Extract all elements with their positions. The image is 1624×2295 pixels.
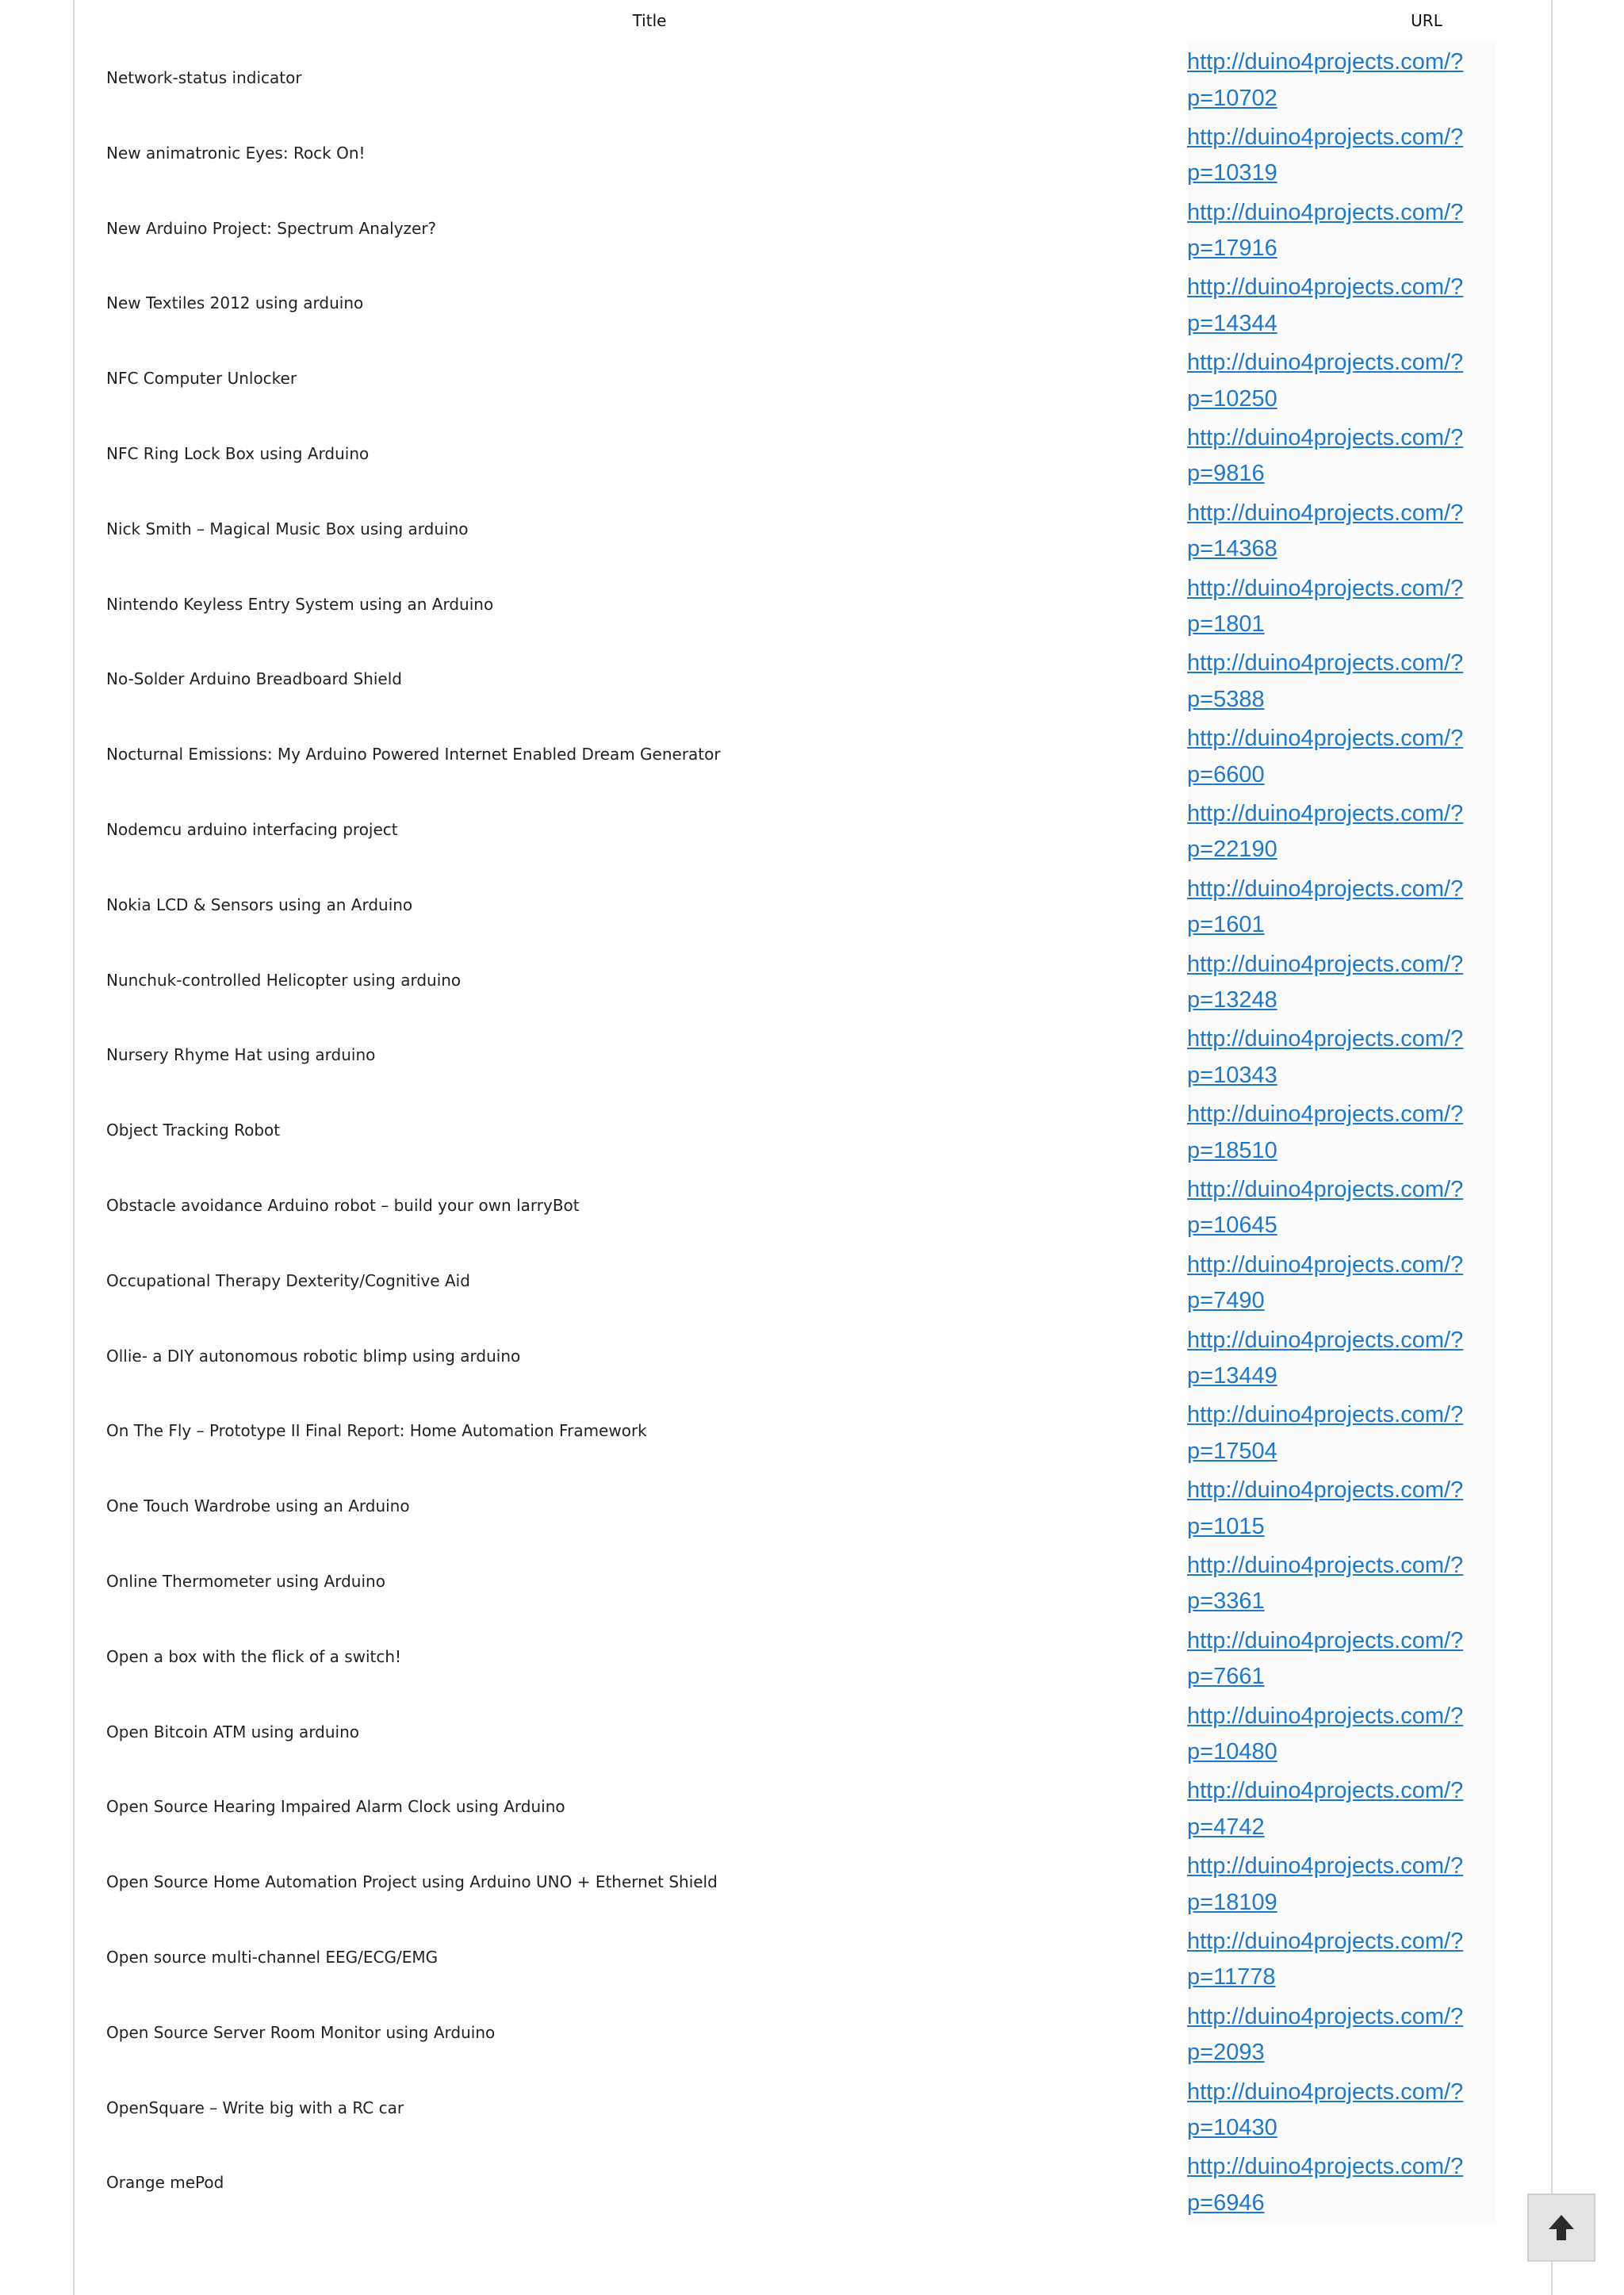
table-row	[75, 343, 1551, 419]
row-url-cell	[1187, 1697, 1496, 1772]
row-title: New animatronic Eyes: Rock On!	[106, 143, 366, 163]
table-row	[75, 945, 1551, 1021]
row-title: Nodemcu arduino interfacing project	[106, 819, 398, 839]
row-url-cell	[1187, 268, 1496, 343]
row-url-cell	[1187, 1321, 1496, 1397]
row-title: Open Source Server Room Monitor using Arduino	[106, 2022, 496, 2042]
table-row	[75, 2147, 1551, 2223]
row-url-link-continued[interactable]: p=10645	[1187, 1213, 1277, 1239]
row-url-cell	[1187, 1095, 1496, 1170]
row-url-link-continued[interactable]: p=1015	[1187, 1513, 1265, 1539]
row-url-link[interactable]: http://duino4projects.com/?	[1187, 199, 1464, 225]
row-url-cell	[1187, 494, 1496, 569]
row-url-cell	[1187, 43, 1496, 118]
row-url-link-continued[interactable]: p=6946	[1187, 2190, 1265, 2216]
row-title: NFC Ring Lock Box using Arduino	[106, 443, 370, 463]
row-title: New Arduino Project: Spectrum Analyzer?	[106, 218, 437, 238]
row-title: Open Source Hearing Impaired Alarm Clock using Arduino	[106, 1797, 565, 1817]
row-url-link-continued[interactable]: p=9816	[1187, 461, 1265, 487]
row-title: Nick Smith – Magical Music Box using arduino	[106, 519, 469, 538]
row-url-link[interactable]: http://duino4projects.com/?	[1187, 124, 1464, 150]
table-row	[75, 494, 1551, 569]
row-url-link-continued[interactable]: p=18510	[1187, 1137, 1277, 1163]
row-url-cell	[1187, 644, 1496, 719]
row-url-link[interactable]: http://duino4projects.com/?	[1187, 1778, 1464, 1804]
row-url-cell	[1187, 419, 1496, 494]
table-row	[75, 1847, 1551, 1922]
row-url-link[interactable]: http://duino4projects.com/?	[1187, 575, 1464, 601]
row-url-cell	[1187, 795, 1496, 870]
row-title: Nocturnal Emissions: My Arduino Powered Internet Enabled Dream Generator	[106, 745, 721, 764]
row-url-cell	[1187, 719, 1496, 795]
row-url-link-continued[interactable]: p=3361	[1187, 1588, 1265, 1615]
row-url-link[interactable]: http://duino4projects.com/?	[1187, 500, 1464, 526]
row-title: Open a box with the flick of a switch!	[106, 1646, 402, 1666]
row-url-link-continued[interactable]: p=17916	[1187, 236, 1277, 262]
row-url-link[interactable]: http://duino4projects.com/?	[1187, 1026, 1464, 1052]
row-url-link[interactable]: http://duino4projects.com/?	[1187, 1477, 1464, 1504]
row-title: Open Bitcoin ATM using arduino	[106, 1722, 360, 1741]
row-url-cell	[1187, 569, 1496, 645]
table-row	[75, 118, 1551, 193]
row-url-cell	[1187, 193, 1496, 269]
table-row	[75, 43, 1551, 118]
row-url-cell	[1187, 118, 1496, 193]
table-row	[75, 268, 1551, 343]
row-url-link[interactable]: http://duino4projects.com/?	[1187, 951, 1464, 977]
table-row	[75, 1020, 1551, 1095]
row-url-link[interactable]: http://duino4projects.com/?	[1187, 800, 1464, 826]
row-title: Occupational Therapy Dexterity/Cognitive Aid	[106, 1270, 470, 1290]
row-title: NFC Computer Unlocker	[106, 369, 297, 389]
row-url-link[interactable]: http://duino4projects.com/?	[1187, 875, 1464, 902]
scroll-to-top-button[interactable]	[1527, 2193, 1595, 2262]
row-url-cell	[1187, 1922, 1496, 1998]
row-title: No-Solder Arduino Breadboard Shield	[106, 669, 402, 689]
row-url-link-continued[interactable]: p=1601	[1187, 912, 1265, 938]
table-row	[75, 1170, 1551, 1246]
table-row	[75, 419, 1551, 494]
row-url-cell	[1187, 1998, 1496, 2073]
row-url-cell	[1187, 1396, 1496, 1471]
row-url-link[interactable]: http://duino4projects.com/?	[1187, 1853, 1464, 1879]
row-url-link-continued[interactable]: p=10319	[1187, 160, 1277, 186]
row-url-link-continued[interactable]: p=10430	[1187, 2115, 1277, 2141]
row-url-link[interactable]: http://duino4projects.com/?	[1187, 2154, 1464, 2180]
table-row	[75, 870, 1551, 945]
row-url-link[interactable]: http://duino4projects.com/?	[1187, 1928, 1464, 1954]
row-title: Obstacle avoidance Arduino robot – build your own larryBot	[106, 1195, 580, 1215]
row-url-cell	[1187, 1471, 1496, 1546]
row-title: Nintendo Keyless Entry System using an Arduino	[106, 594, 494, 614]
row-title: One Touch Wardrobe using an Arduino	[106, 1496, 410, 1516]
table-row	[75, 1998, 1551, 2073]
table-row	[75, 2073, 1551, 2148]
table-row	[75, 1246, 1551, 1321]
row-url-link[interactable]: http://duino4projects.com/?	[1187, 49, 1464, 75]
row-url-link-continued[interactable]: p=7661	[1187, 1664, 1265, 1690]
row-url-link-continued[interactable]: p=17504	[1187, 1438, 1277, 1464]
table-row	[75, 569, 1551, 645]
row-title: Online Thermometer using Arduino	[106, 1571, 385, 1591]
row-url-link[interactable]: http://duino4projects.com/?	[1187, 726, 1464, 752]
row-url-link[interactable]: http://duino4projects.com/?	[1187, 1102, 1464, 1128]
table-body	[75, 43, 1551, 2223]
row-url-cell	[1187, 2073, 1496, 2148]
table-row	[75, 1396, 1551, 1471]
row-url-cell	[1187, 1546, 1496, 1622]
row-title: On The Fly – Prototype II Final Report: Home Automation Framework	[106, 1421, 647, 1441]
table-row	[75, 1697, 1551, 1772]
row-url-link[interactable]: http://duino4projects.com/?	[1187, 2079, 1464, 2105]
row-url-cell	[1187, 1246, 1496, 1321]
row-url-link-continued[interactable]: p=14368	[1187, 536, 1277, 562]
table-row	[75, 1095, 1551, 1170]
row-url-link[interactable]: http://duino4projects.com/?	[1187, 1176, 1464, 1202]
row-url-link[interactable]: http://duino4projects.com/?	[1187, 1703, 1464, 1729]
row-url-link-continued[interactable]: p=22190	[1187, 837, 1277, 863]
row-url-link-continued[interactable]: p=7490	[1187, 1288, 1265, 1314]
row-title: Open Source Home Automation Project using Arduino UNO + Ethernet Shield	[106, 1872, 718, 1892]
row-url-link-continued[interactable]: p=13449	[1187, 1363, 1277, 1389]
row-url-cell	[1187, 343, 1496, 419]
row-url-cell	[1187, 1622, 1496, 1697]
row-url-link-continued[interactable]: p=11778	[1187, 1964, 1276, 1990]
row-url-link-continued[interactable]: p=10343	[1187, 1062, 1277, 1088]
row-title: Network-status indicator	[106, 68, 302, 87]
row-url-link[interactable]: http://duino4projects.com/?	[1187, 2003, 1464, 2029]
table-row	[75, 1622, 1551, 1697]
row-url-link[interactable]: http://duino4projects.com/?	[1187, 274, 1464, 301]
row-title: Nunchuk-controlled Helicopter using arduino	[106, 970, 462, 990]
row-title: New Textiles 2012 using arduino	[106, 293, 364, 313]
row-url-link[interactable]: http://duino4projects.com/?	[1187, 350, 1464, 376]
row-url-link-continued[interactable]: p=10702	[1187, 85, 1277, 111]
row-url-link[interactable]: http://duino4projects.com/?	[1187, 650, 1464, 676]
row-url-link-continued[interactable]: p=4742	[1187, 1814, 1265, 1840]
row-url-link-continued[interactable]: p=18109	[1187, 1889, 1277, 1915]
row-url-link-continued[interactable]: p=5388	[1187, 686, 1265, 712]
row-url-link-continued[interactable]: p=6600	[1187, 761, 1265, 787]
table-row	[75, 1922, 1551, 1998]
table-header	[75, 0, 1551, 43]
row-title: Nursery Rhyme Hat using arduino	[106, 1045, 376, 1065]
content-frame	[73, 0, 1553, 2295]
row-url-link-continued[interactable]: p=13248	[1187, 987, 1277, 1013]
table-row	[75, 1546, 1551, 1622]
row-url-link-continued[interactable]: p=1801	[1187, 611, 1265, 638]
row-url-link[interactable]: http://duino4projects.com/?	[1187, 1402, 1464, 1428]
row-url-link-continued[interactable]: p=10250	[1187, 385, 1277, 412]
row-title: Ollie- a DIY autonomous robotic blimp using arduino	[106, 1346, 521, 1366]
row-url-link[interactable]: http://duino4projects.com/?	[1187, 424, 1464, 450]
row-url-link[interactable]: http://duino4projects.com/?	[1187, 1251, 1464, 1278]
table-row	[75, 1772, 1551, 1847]
row-url-cell	[1187, 870, 1496, 945]
row-title: Orange mePod	[106, 2173, 224, 2193]
row-title: OpenSquare – Write big with a RC car	[106, 2098, 404, 2117]
table-row	[75, 193, 1551, 269]
row-url-link-continued[interactable]: p=2093	[1187, 2040, 1265, 2066]
table-row	[75, 1321, 1551, 1397]
arrow-up-icon	[1545, 2212, 1577, 2243]
row-url-link-continued[interactable]: p=10480	[1187, 1739, 1277, 1765]
row-url-link-continued[interactable]: p=14344	[1187, 310, 1277, 336]
row-url-cell	[1187, 1170, 1496, 1246]
table-row	[75, 644, 1551, 719]
row-title: Nokia LCD & Sensors using an Arduino	[106, 895, 413, 914]
row-title: Open source multi-channel EEG/ECG/EMG	[106, 1947, 439, 1967]
row-url-cell	[1187, 1772, 1496, 1847]
column-header-title: Title	[632, 11, 667, 30]
table-row	[75, 795, 1551, 870]
row-title: Object Tracking Robot	[106, 1121, 281, 1140]
row-url-link[interactable]: http://duino4projects.com/?	[1187, 1327, 1464, 1353]
row-url-cell	[1187, 2147, 1496, 2223]
table-row	[75, 719, 1551, 795]
row-url-cell	[1187, 1020, 1496, 1095]
row-url-cell	[1187, 1847, 1496, 1922]
row-url-cell	[1187, 945, 1496, 1021]
row-url-link[interactable]: http://duino4projects.com/?	[1187, 1627, 1464, 1653]
row-url-link[interactable]: http://duino4projects.com/?	[1187, 1552, 1464, 1578]
column-header-url: URL	[1411, 11, 1442, 30]
table-row	[75, 1471, 1551, 1546]
